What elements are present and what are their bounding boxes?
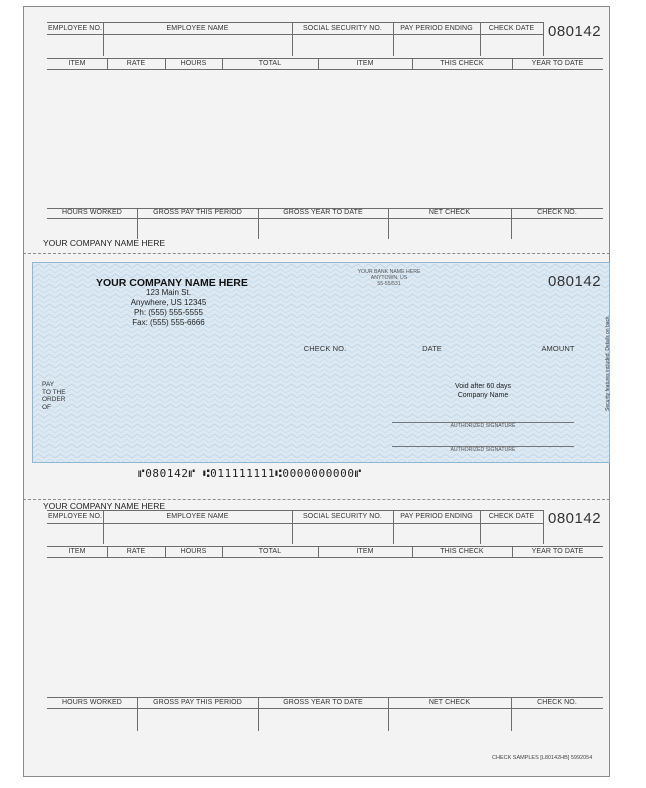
gross-ytd-label: GROSS YEAR TO DATE (283, 209, 363, 216)
col-item: ITEM (68, 548, 86, 555)
address-line: Ph: (555) 555-5555 (134, 308, 203, 317)
stub-company-name: YOUR COMPANY NAME HERE (43, 501, 166, 511)
bank-info (330, 269, 448, 287)
check-no-label: CHECK NO. (537, 699, 577, 706)
col-rate: RATE (126, 548, 146, 555)
address-line: 123 Main St. (146, 288, 191, 297)
col-total: TOTAL (258, 60, 282, 67)
gross-pay-label: GROSS PAY THIS PERIOD (153, 699, 242, 706)
perforation-top (23, 253, 610, 254)
pay-to-order-label: PAY TO THE ORDER OF (42, 381, 66, 411)
check-company-name: YOUR COMPANY NAME HERE (96, 277, 248, 289)
check-no-label: CHECK NO. (537, 209, 577, 216)
check-date-label: CHECK DATE (488, 25, 535, 32)
employee-name-label: EMPLOYEE NAME (166, 513, 229, 520)
gross-ytd-label: GROSS YEAR TO DATE (283, 699, 363, 706)
header-label-rule (47, 34, 543, 35)
check-no-field-label: CHECK NO. (303, 344, 347, 353)
micr-line: ⑈080142⑈ ⑆011111111⑆0000000000⑈ (138, 467, 362, 480)
col-year-to-date: YEAR TO DATE (531, 548, 584, 555)
gross-pay-label: GROSS PAY THIS PERIOD (153, 209, 242, 216)
date-field-label: DATE (422, 344, 442, 353)
col-total: TOTAL (258, 548, 282, 555)
col-item-2: ITEM (356, 60, 374, 67)
bank-city: ANYTOWN, US (370, 275, 408, 281)
amount-field-label: AMOUNT (541, 344, 575, 353)
net-check-label: NET CHECK (428, 699, 471, 706)
col-this-check: THIS CHECK (440, 548, 484, 555)
stub-check-number: 080142 (548, 510, 602, 527)
col-hours: HOURS (180, 60, 207, 67)
signature-label-2: AUTHORIZED SIGNATURE (450, 447, 516, 453)
stub-company-name: YOUR COMPANY NAME HERE (43, 238, 166, 248)
col-year-to-date: YEAR TO DATE (531, 60, 584, 67)
col-rate: RATE (126, 60, 146, 67)
void-notice: Void after 60 days Company Name (454, 383, 512, 399)
employee-no-label: EMPLOYEE NO. (47, 25, 103, 32)
signature-label-1: AUTHORIZED SIGNATURE (450, 423, 516, 429)
net-check-label: NET CHECK (428, 209, 471, 216)
col-item: ITEM (68, 60, 86, 67)
header-top-rule (47, 22, 543, 23)
ssn-label: SOCIAL SECURITY NO. (303, 25, 382, 32)
hours-worked-label: HOURS WORKED (62, 699, 122, 706)
address-line: Fax: (555) 555-6666 (132, 318, 205, 327)
bank-name: YOUR BANK NAME HERE (357, 269, 421, 275)
stub-check-number: 080142 (548, 23, 602, 40)
company-address (96, 288, 241, 328)
product-code: CHECK SAMPLES [L80142HB] 5992054 (492, 755, 593, 761)
ssn-label: SOCIAL SECURITY NO. (303, 513, 382, 520)
employee-name-label: EMPLOYEE NAME (166, 25, 229, 32)
col-hours: HOURS (180, 548, 207, 555)
check-date-label: CHECK DATE (488, 513, 535, 520)
bank-fraction: 55-55/531 (377, 281, 401, 287)
employee-no-label: EMPLOYEE NO. (47, 513, 103, 520)
col-this-check: THIS CHECK (440, 60, 484, 67)
address-line: Anywhere, US 12345 (130, 298, 207, 307)
security-features-note: Security features included. Details on back. (605, 315, 611, 411)
pay-period-label: PAY PERIOD ENDING (400, 513, 473, 520)
check-number: 080142 (548, 273, 602, 290)
pay-period-label: PAY PERIOD ENDING (400, 25, 473, 32)
hours-worked-label: HOURS WORKED (62, 209, 122, 216)
col-item-2: ITEM (356, 548, 374, 555)
perforation-bottom (23, 499, 610, 500)
